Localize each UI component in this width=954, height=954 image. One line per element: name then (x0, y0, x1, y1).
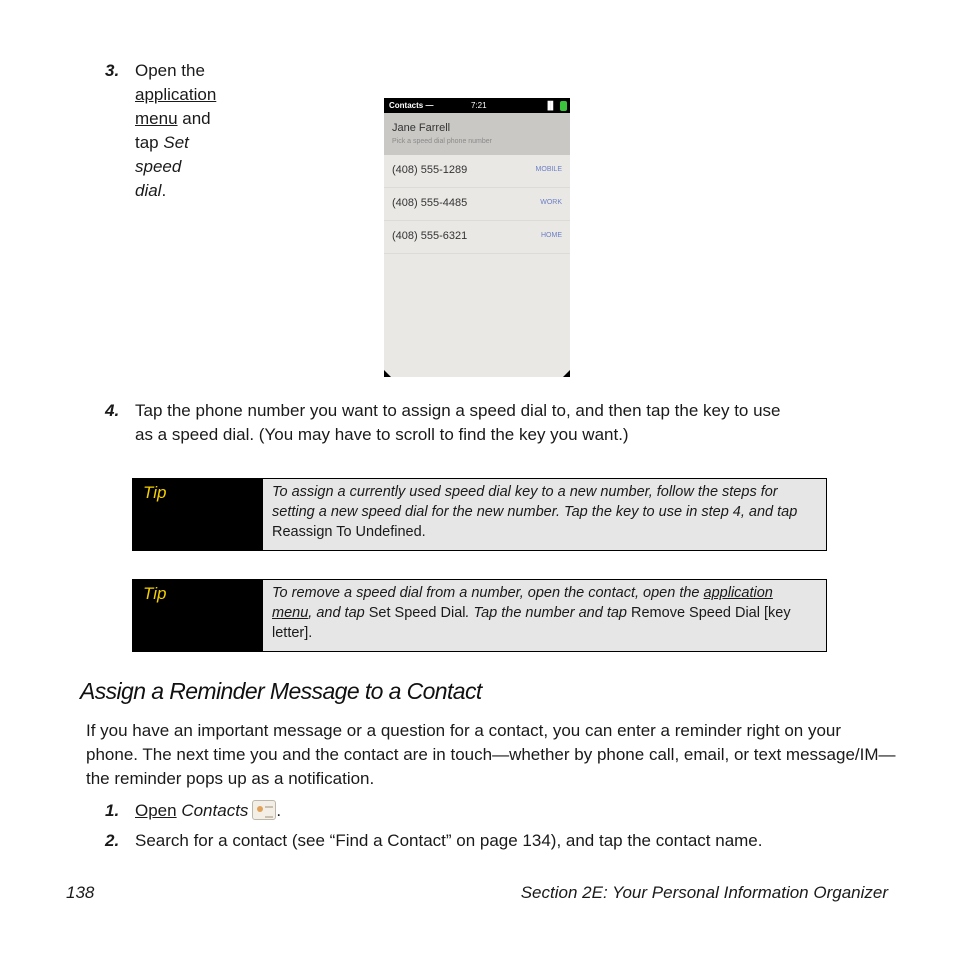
battery-icon (560, 101, 567, 111)
step-4 (105, 399, 905, 447)
tip-text: , and tap (308, 605, 369, 621)
contacts-icon (252, 800, 276, 820)
tip-text: . Tap the number and tap (465, 605, 632, 621)
phone-number: (408) 555-1289 (392, 164, 468, 176)
set-speed-dial-term: Set speed dial (135, 133, 189, 200)
step-text-line: Tap the phone number you want to assign a speed dial to, and then tap the key to use (135, 401, 781, 420)
tip-label: Tip (133, 580, 263, 651)
phone-type: HOME (541, 232, 562, 239)
tip-body (263, 479, 826, 550)
phone-time: 7:21 (471, 101, 487, 110)
tip-text: To assign a currently used speed dial key to a new number, follow the steps for setting a new speed dial for the new number. Tap the key to use in step 4, and tap (272, 484, 798, 520)
step-number: 3. (105, 61, 120, 80)
step-number: 4. (105, 401, 120, 420)
tip-text: . (421, 524, 426, 540)
phone-type: MOBILE (535, 166, 562, 173)
page-number: 138 (66, 883, 95, 902)
step-text-part: . (161, 181, 167, 200)
step-text-line: as a speed dial. (You may have to scroll to find the key you want.) (135, 425, 629, 444)
tip-text: To remove a speed dial from a number, open the contact, open the (272, 585, 704, 601)
step-text: Search for a contact (see “Find a Contact” on page 134), and tap the contact name. (135, 831, 763, 850)
section-footer: Section 2E: Your Personal Information Organizer (520, 883, 888, 902)
step-number: 2. (105, 831, 120, 850)
contacts-app-name: Contacts (181, 801, 249, 820)
open-link[interactable]: Open (135, 801, 177, 820)
tip-text: . (308, 625, 313, 641)
step-number: 1. (105, 801, 120, 820)
remove-speed-dial-term: Remove Speed Dial [key letter] (272, 605, 791, 641)
application-menu-link[interactable]: application menu (135, 85, 217, 128)
screen-corner (384, 370, 391, 377)
set-speed-dial-term: Set Speed Dial (368, 605, 466, 621)
section-title: Assign a Reminder Message to a Contact (80, 678, 482, 704)
reassign-term: Reassign To Undefined (272, 524, 422, 540)
tip-box (132, 478, 827, 551)
phone-number-row[interactable] (384, 155, 570, 188)
phone-number-row[interactable] (384, 221, 570, 254)
tip-body (263, 580, 826, 651)
phone-number: (408) 555-4485 (392, 197, 468, 209)
step-text (135, 399, 781, 447)
tip-box (132, 579, 827, 652)
step-text (135, 59, 216, 203)
phone-app-name: Contacts — (389, 101, 434, 110)
phone-status-bar (384, 98, 570, 113)
step-text-part: and tap (135, 109, 211, 152)
contact-instruction: Pick a speed dial phone number (392, 138, 493, 145)
body-paragraph: If you have an important message or a question for a contact, you can enter a reminder right on your phone. The next time you and the contact are in touch—whether by phone call, email, or text message/IM—the reminder pops up as a notification. (86, 721, 896, 788)
phone-type: WORK (540, 199, 562, 206)
step-text (135, 799, 281, 823)
phone-number: (408) 555-6321 (392, 230, 468, 242)
application-menu-link[interactable]: application menu (272, 585, 773, 621)
step-text-part: . (276, 801, 282, 820)
screen-corner (563, 370, 570, 377)
contact-name: Jane Farrell (392, 122, 451, 134)
signal-icon: ▐▌ (544, 101, 556, 110)
contact-header (384, 113, 570, 155)
phone-screenshot (384, 98, 570, 377)
step-text-part: Open the (135, 61, 205, 80)
tip-label: Tip (133, 479, 263, 550)
phone-number-row[interactable] (384, 188, 570, 221)
